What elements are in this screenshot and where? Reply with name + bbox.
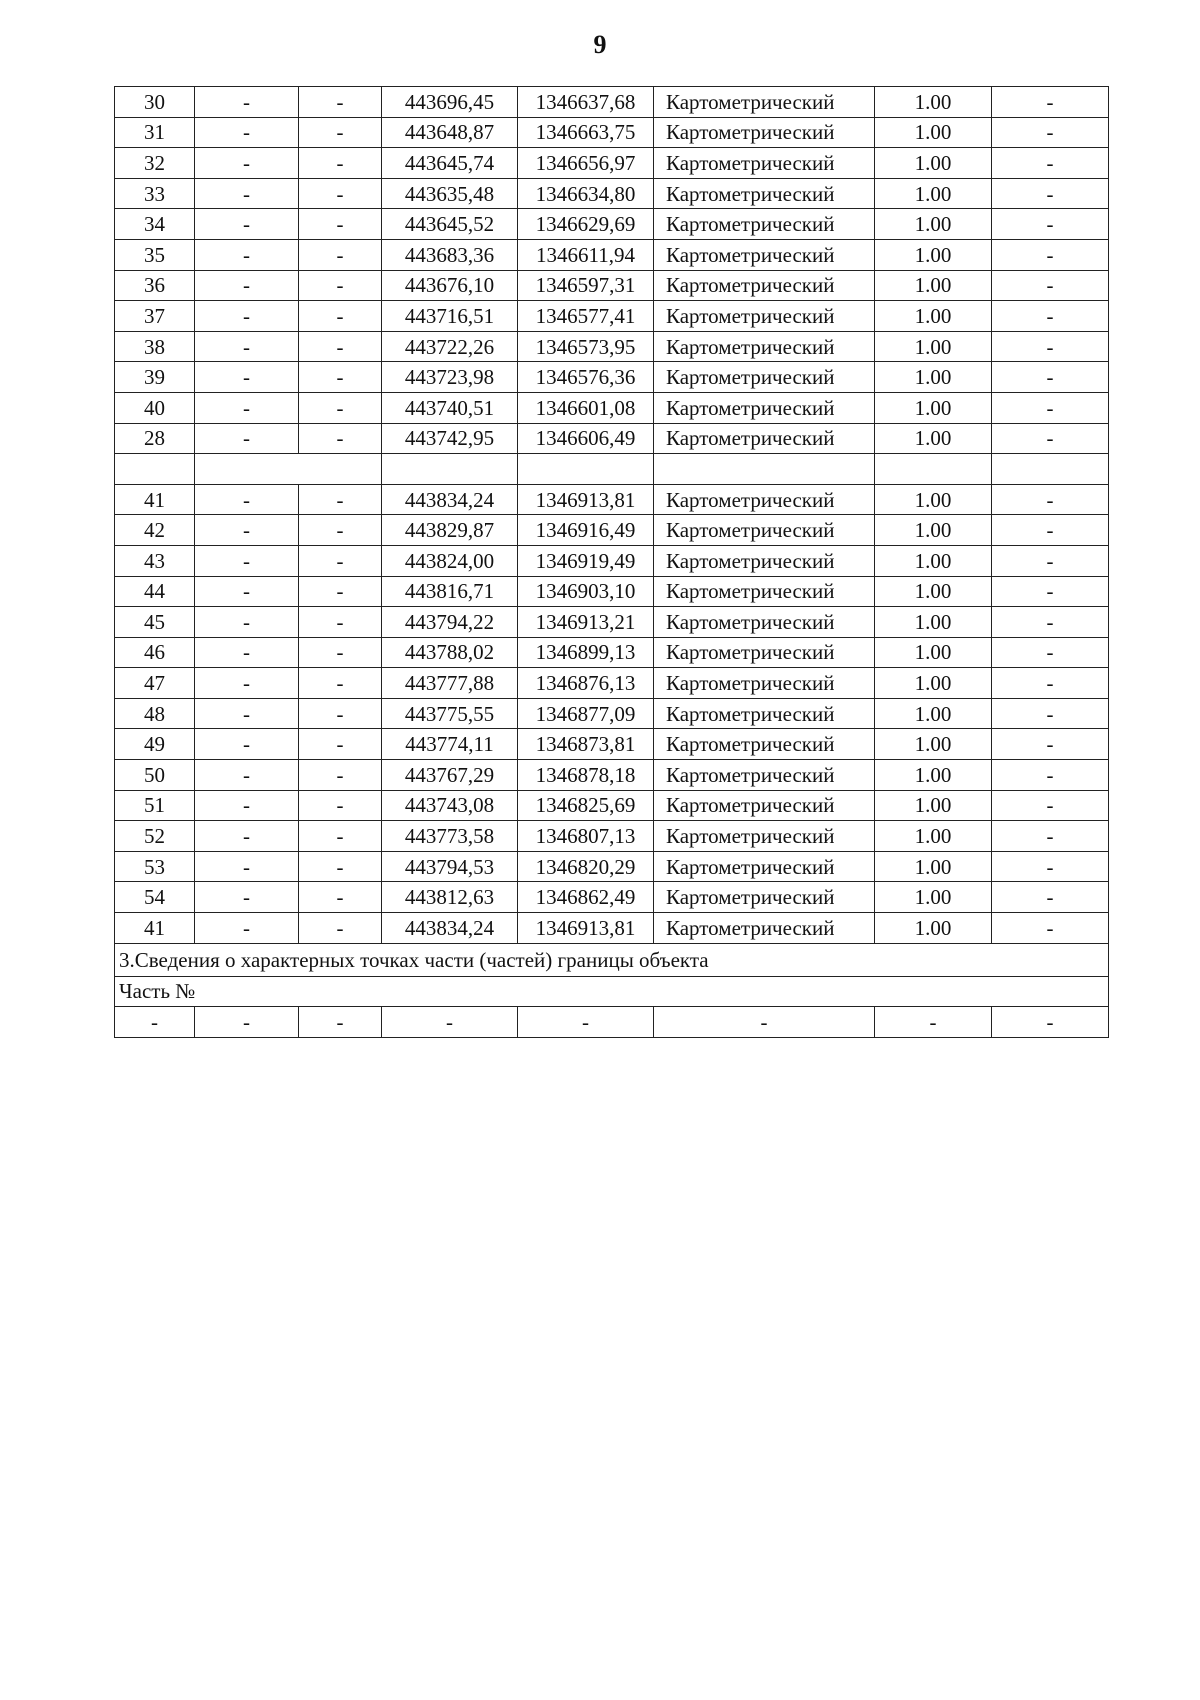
- method-cell: Картометрический: [654, 117, 875, 148]
- method-cell: Картометрический: [654, 392, 875, 423]
- table-row: [115, 178, 1109, 209]
- accuracy-cell: 1.00: [875, 484, 992, 515]
- description-cell: -: [992, 392, 1109, 423]
- point-number-cell: 43: [115, 545, 195, 576]
- x-coordinate-cell: 443645,52: [382, 209, 518, 240]
- description-cell: -: [992, 239, 1109, 270]
- dash-cell: -: [195, 790, 299, 821]
- table-row: [115, 239, 1109, 270]
- x-coordinate-cell: 443812,63: [382, 882, 518, 913]
- description-cell: -: [992, 270, 1109, 301]
- dash-cell: -: [299, 392, 382, 423]
- description-cell: -: [992, 576, 1109, 607]
- table-row: [115, 117, 1109, 148]
- dash-cell: -: [195, 392, 299, 423]
- coordinates-table: [114, 86, 1109, 1038]
- x-coordinate-cell: 443722,26: [382, 331, 518, 362]
- method-cell: Картометрический: [654, 209, 875, 240]
- accuracy-cell: 1.00: [875, 423, 992, 454]
- method-cell: Картометрический: [654, 729, 875, 760]
- x-coordinate-cell: 443767,29: [382, 760, 518, 791]
- y-coordinate-cell: 1346637,68: [518, 87, 654, 118]
- table-row: [115, 423, 1109, 454]
- point-number-cell: 37: [115, 301, 195, 332]
- point-number-cell: 51: [115, 790, 195, 821]
- dash-cell: -: [299, 698, 382, 729]
- dash-cell: -: [299, 760, 382, 791]
- section-3-title: 3.Сведения о характерных точках части (частей) границы объекта: [115, 943, 1109, 976]
- description-cell: -: [992, 362, 1109, 393]
- table-row: [115, 331, 1109, 362]
- dash-cell: -: [195, 760, 299, 791]
- description-cell: -: [992, 423, 1109, 454]
- y-coordinate-cell: 1346913,81: [518, 484, 654, 515]
- method-cell: Картометрический: [654, 698, 875, 729]
- x-coordinate-cell: 443794,53: [382, 851, 518, 882]
- dash-cell: -: [299, 331, 382, 362]
- dash-cell: -: [195, 484, 299, 515]
- y-coordinate-cell: 1346877,09: [518, 698, 654, 729]
- table-row: [115, 301, 1109, 332]
- y-coordinate-cell: 1346634,80: [518, 178, 654, 209]
- table-row: [115, 362, 1109, 393]
- section-3: [115, 943, 1109, 1037]
- point-number-cell: 36: [115, 270, 195, 301]
- accuracy-cell: 1.00: [875, 301, 992, 332]
- dash-cell: -: [299, 607, 382, 638]
- method-cell: Картометрический: [654, 576, 875, 607]
- point-number-cell: 32: [115, 148, 195, 179]
- description-cell: -: [992, 87, 1109, 118]
- point-number-cell: 42: [115, 515, 195, 546]
- accuracy-cell: 1.00: [875, 270, 992, 301]
- description-cell: -: [992, 821, 1109, 852]
- accuracy-cell: 1.00: [875, 117, 992, 148]
- y-coordinate-cell: 1346899,13: [518, 637, 654, 668]
- table-row: [115, 760, 1109, 791]
- page-number: 9: [593, 30, 607, 59]
- method-cell: Картометрический: [654, 668, 875, 699]
- accuracy-cell: 1.00: [875, 637, 992, 668]
- dash-cell: -: [195, 851, 299, 882]
- y-coordinate-cell: 1346919,49: [518, 545, 654, 576]
- y-coordinate-cell: 1346820,29: [518, 851, 654, 882]
- dash-cell: -: [299, 515, 382, 546]
- table-row: [115, 515, 1109, 546]
- method-cell: Картометрический: [654, 851, 875, 882]
- point-number-cell: 35: [115, 239, 195, 270]
- method-cell: Картометрический: [654, 790, 875, 821]
- dash-cell: -: [299, 239, 382, 270]
- table-row: [115, 87, 1109, 118]
- section-3-title-row: [115, 943, 1109, 976]
- accuracy-cell: 1.00: [875, 760, 992, 791]
- blank-cell: [195, 454, 382, 485]
- y-coordinate-cell: 1346862,49: [518, 882, 654, 913]
- point-number-cell: 45: [115, 607, 195, 638]
- accuracy-cell: 1.00: [875, 148, 992, 179]
- blank-cell: [992, 454, 1109, 485]
- blank-row: [115, 454, 1109, 485]
- dash-cell: -: [299, 209, 382, 240]
- method-cell: Картометрический: [654, 362, 875, 393]
- point-rows-bottom: [115, 484, 1109, 943]
- x-coordinate-cell: 443742,95: [382, 423, 518, 454]
- method-cell: Картометрический: [654, 270, 875, 301]
- table-row: [115, 698, 1109, 729]
- x-coordinate-cell: 443716,51: [382, 301, 518, 332]
- point-number-cell: 39: [115, 362, 195, 393]
- x-coordinate-cell: 443829,87: [382, 515, 518, 546]
- dash-cell: -: [195, 87, 299, 118]
- dash-cell: -: [195, 515, 299, 546]
- x-coordinate-cell: 443683,36: [382, 239, 518, 270]
- dash-cell: -: [299, 913, 382, 944]
- dash-cell: -: [195, 239, 299, 270]
- blank-separator: [115, 454, 1109, 485]
- point-number-cell: 34: [115, 209, 195, 240]
- accuracy-cell: 1.00: [875, 821, 992, 852]
- table-row: [115, 545, 1109, 576]
- y-coordinate-cell: 1346663,75: [518, 117, 654, 148]
- x-coordinate-cell: 443775,55: [382, 698, 518, 729]
- part-label-row: [115, 976, 1109, 1007]
- dash-cell: -: [299, 87, 382, 118]
- dash-cell: -: [299, 882, 382, 913]
- table-row: [115, 821, 1109, 852]
- accuracy-cell: 1.00: [875, 331, 992, 362]
- accuracy-cell: 1.00: [875, 515, 992, 546]
- point-number-cell: 40: [115, 392, 195, 423]
- dash-cell: -: [195, 331, 299, 362]
- point-number-cell: 31: [115, 117, 195, 148]
- part-cell: -: [518, 1007, 654, 1038]
- y-coordinate-cell: 1346878,18: [518, 760, 654, 791]
- x-coordinate-cell: 443834,24: [382, 484, 518, 515]
- point-number-cell: 33: [115, 178, 195, 209]
- description-cell: -: [992, 117, 1109, 148]
- y-coordinate-cell: 1346577,41: [518, 301, 654, 332]
- point-number-cell: 52: [115, 821, 195, 852]
- y-coordinate-cell: 1346913,81: [518, 913, 654, 944]
- part-data-row: [115, 1007, 1109, 1038]
- description-cell: -: [992, 729, 1109, 760]
- dash-cell: -: [299, 148, 382, 179]
- x-coordinate-cell: 443645,74: [382, 148, 518, 179]
- dash-cell: -: [299, 270, 382, 301]
- accuracy-cell: 1.00: [875, 87, 992, 118]
- y-coordinate-cell: 1346913,21: [518, 607, 654, 638]
- table-row: [115, 484, 1109, 515]
- accuracy-cell: 1.00: [875, 668, 992, 699]
- y-coordinate-cell: 1346916,49: [518, 515, 654, 546]
- dash-cell: -: [195, 882, 299, 913]
- point-number-cell: 53: [115, 851, 195, 882]
- accuracy-cell: 1.00: [875, 851, 992, 882]
- x-coordinate-cell: 443743,08: [382, 790, 518, 821]
- method-cell: Картометрический: [654, 607, 875, 638]
- y-coordinate-cell: 1346903,10: [518, 576, 654, 607]
- accuracy-cell: 1.00: [875, 882, 992, 913]
- dash-cell: -: [195, 117, 299, 148]
- table-row: [115, 270, 1109, 301]
- table-row: [115, 637, 1109, 668]
- description-cell: -: [992, 668, 1109, 699]
- dash-cell: -: [299, 821, 382, 852]
- accuracy-cell: 1.00: [875, 913, 992, 944]
- table-row: [115, 607, 1109, 638]
- table-row: [115, 576, 1109, 607]
- dash-cell: -: [299, 545, 382, 576]
- point-number-cell: 41: [115, 484, 195, 515]
- method-cell: Картометрический: [654, 545, 875, 576]
- dash-cell: -: [299, 668, 382, 699]
- point-number-cell: 54: [115, 882, 195, 913]
- table-row: [115, 392, 1109, 423]
- blank-cell: [875, 454, 992, 485]
- dash-cell: -: [195, 576, 299, 607]
- description-cell: -: [992, 760, 1109, 791]
- point-number-cell: 50: [115, 760, 195, 791]
- point-number-cell: 44: [115, 576, 195, 607]
- part-cell: -: [299, 1007, 382, 1038]
- y-coordinate-cell: 1346611,94: [518, 239, 654, 270]
- dash-cell: -: [195, 209, 299, 240]
- description-cell: -: [992, 882, 1109, 913]
- description-cell: -: [992, 545, 1109, 576]
- method-cell: Картометрический: [654, 484, 875, 515]
- dash-cell: -: [195, 698, 299, 729]
- part-cell: -: [115, 1007, 195, 1038]
- dash-cell: -: [195, 545, 299, 576]
- part-cell: -: [875, 1007, 992, 1038]
- y-coordinate-cell: 1346629,69: [518, 209, 654, 240]
- table-row: [115, 913, 1109, 944]
- accuracy-cell: 1.00: [875, 209, 992, 240]
- y-coordinate-cell: 1346606,49: [518, 423, 654, 454]
- x-coordinate-cell: 443816,71: [382, 576, 518, 607]
- method-cell: Картометрический: [654, 148, 875, 179]
- dash-cell: -: [195, 821, 299, 852]
- description-cell: -: [992, 301, 1109, 332]
- blank-cell: [518, 454, 654, 485]
- method-cell: Картометрический: [654, 637, 875, 668]
- part-cell: -: [382, 1007, 518, 1038]
- point-number-cell: 46: [115, 637, 195, 668]
- table-row: [115, 882, 1109, 913]
- blank-cell: [654, 454, 875, 485]
- table-row: [115, 668, 1109, 699]
- accuracy-cell: 1.00: [875, 392, 992, 423]
- dash-cell: -: [299, 637, 382, 668]
- accuracy-cell: 1.00: [875, 545, 992, 576]
- dash-cell: -: [299, 178, 382, 209]
- dash-cell: -: [195, 913, 299, 944]
- point-number-cell: 38: [115, 331, 195, 362]
- x-coordinate-cell: 443648,87: [382, 117, 518, 148]
- dash-cell: -: [299, 729, 382, 760]
- point-rows-top: [115, 87, 1109, 454]
- method-cell: Картометрический: [654, 913, 875, 944]
- description-cell: -: [992, 209, 1109, 240]
- blank-cell: [382, 454, 518, 485]
- y-coordinate-cell: 1346656,97: [518, 148, 654, 179]
- description-cell: -: [992, 790, 1109, 821]
- method-cell: Картометрический: [654, 178, 875, 209]
- dash-cell: -: [299, 790, 382, 821]
- description-cell: -: [992, 178, 1109, 209]
- description-cell: -: [992, 484, 1109, 515]
- part-cell: -: [992, 1007, 1109, 1038]
- x-coordinate-cell: 443774,11: [382, 729, 518, 760]
- point-number-cell: 41: [115, 913, 195, 944]
- x-coordinate-cell: 443773,58: [382, 821, 518, 852]
- accuracy-cell: 1.00: [875, 607, 992, 638]
- description-cell: -: [992, 607, 1109, 638]
- y-coordinate-cell: 1346825,69: [518, 790, 654, 821]
- point-number-cell: 48: [115, 698, 195, 729]
- x-coordinate-cell: 443723,98: [382, 362, 518, 393]
- x-coordinate-cell: 443788,02: [382, 637, 518, 668]
- y-coordinate-cell: 1346576,36: [518, 362, 654, 393]
- y-coordinate-cell: 1346573,95: [518, 331, 654, 362]
- y-coordinate-cell: 1346873,81: [518, 729, 654, 760]
- accuracy-cell: 1.00: [875, 790, 992, 821]
- dash-cell: -: [299, 301, 382, 332]
- dash-cell: -: [299, 851, 382, 882]
- part-cell: -: [195, 1007, 299, 1038]
- description-cell: -: [992, 698, 1109, 729]
- x-coordinate-cell: 443834,24: [382, 913, 518, 944]
- method-cell: Картометрический: [654, 515, 875, 546]
- dash-cell: -: [195, 270, 299, 301]
- accuracy-cell: 1.00: [875, 698, 992, 729]
- x-coordinate-cell: 443777,88: [382, 668, 518, 699]
- dash-cell: -: [195, 607, 299, 638]
- y-coordinate-cell: 1346807,13: [518, 821, 654, 852]
- method-cell: Картометрический: [654, 239, 875, 270]
- method-cell: Картометрический: [654, 821, 875, 852]
- method-cell: Картометрический: [654, 423, 875, 454]
- dash-cell: -: [299, 484, 382, 515]
- accuracy-cell: 1.00: [875, 239, 992, 270]
- description-cell: -: [992, 913, 1109, 944]
- dash-cell: -: [195, 148, 299, 179]
- part-cell: -: [654, 1007, 875, 1038]
- dash-cell: -: [299, 576, 382, 607]
- x-coordinate-cell: 443676,10: [382, 270, 518, 301]
- point-number-cell: 49: [115, 729, 195, 760]
- method-cell: Картометрический: [654, 882, 875, 913]
- y-coordinate-cell: 1346876,13: [518, 668, 654, 699]
- description-cell: -: [992, 637, 1109, 668]
- method-cell: Картометрический: [654, 87, 875, 118]
- method-cell: Картометрический: [654, 331, 875, 362]
- dash-cell: -: [299, 423, 382, 454]
- dash-cell: -: [299, 117, 382, 148]
- accuracy-cell: 1.00: [875, 362, 992, 393]
- point-number-cell: 47: [115, 668, 195, 699]
- accuracy-cell: 1.00: [875, 729, 992, 760]
- dash-cell: -: [195, 301, 299, 332]
- part-label: Часть №: [115, 976, 1109, 1007]
- table-row: [115, 790, 1109, 821]
- dash-cell: -: [195, 362, 299, 393]
- dash-cell: -: [299, 362, 382, 393]
- point-number-cell: 30: [115, 87, 195, 118]
- table-row: [115, 209, 1109, 240]
- dash-cell: -: [195, 668, 299, 699]
- description-cell: -: [992, 851, 1109, 882]
- blank-cell: [115, 454, 195, 485]
- description-cell: -: [992, 148, 1109, 179]
- method-cell: Картометрический: [654, 760, 875, 791]
- description-cell: -: [992, 331, 1109, 362]
- x-coordinate-cell: 443794,22: [382, 607, 518, 638]
- dash-cell: -: [195, 637, 299, 668]
- y-coordinate-cell: 1346597,31: [518, 270, 654, 301]
- x-coordinate-cell: 443696,45: [382, 87, 518, 118]
- dash-cell: -: [195, 178, 299, 209]
- y-coordinate-cell: 1346601,08: [518, 392, 654, 423]
- description-cell: -: [992, 515, 1109, 546]
- accuracy-cell: 1.00: [875, 178, 992, 209]
- dash-cell: -: [195, 729, 299, 760]
- table-row: [115, 851, 1109, 882]
- dash-cell: -: [195, 423, 299, 454]
- table-row: [115, 729, 1109, 760]
- accuracy-cell: 1.00: [875, 576, 992, 607]
- method-cell: Картометрический: [654, 301, 875, 332]
- table-row: [115, 148, 1109, 179]
- x-coordinate-cell: 443740,51: [382, 392, 518, 423]
- x-coordinate-cell: 443635,48: [382, 178, 518, 209]
- x-coordinate-cell: 443824,00: [382, 545, 518, 576]
- point-number-cell: 28: [115, 423, 195, 454]
